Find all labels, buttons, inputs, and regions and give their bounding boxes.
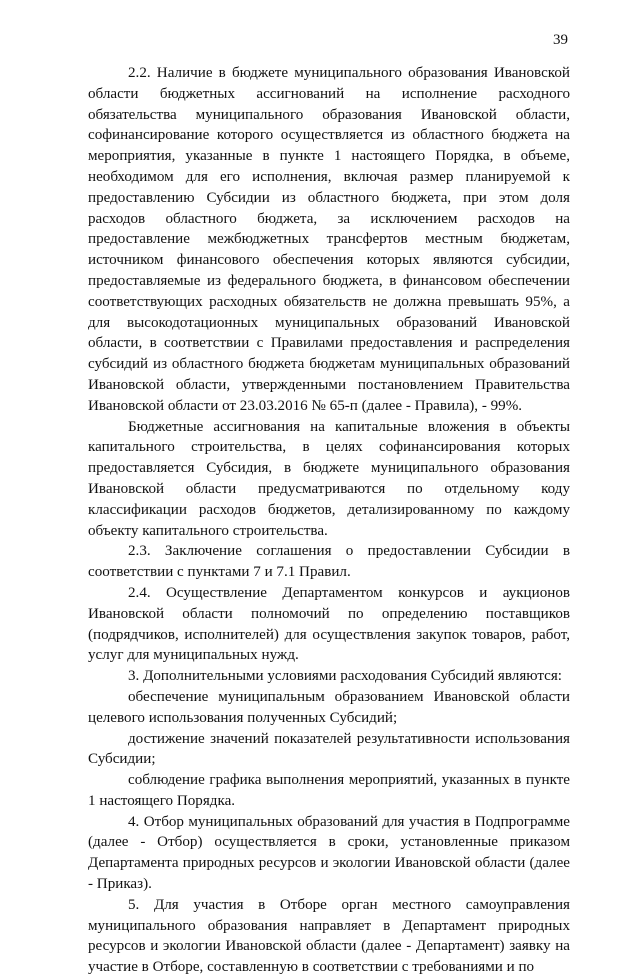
paragraph-5: 5. Для участия в Отборе орган местного самоуправления муниципального образования направляет в Департамент природных ресурсов и экологии Ивановской области (далее - Департамент) заявку на участие в Отборе, составленную в соответствии с требованиями и по [88,896,570,976]
paragraph-2-2: 2.2. Наличие в бюджете муниципального образования Ивановской области бюджетных ассигнований на исполнение расходного обязательства муниципального образования Ивановской области, софинансирование которого осуществляется из областного бюджета на мероприятия, указанные в пункте 1 настоящего Порядка, в объеме, необходимом для его исполнения, включая размер планируемой к предоставлению Субсидии из областного бюджета, при этом доля расходов областного бюджета, за исключением расходов на предоставление межбюджетных трансфертов местным бюджетам, источником финансового обеспечения которых являются субсидии, предоставляемые из федерального бюджета, в финансовом обеспечении соответствующих расходных обязательств не должна превышать 95%, а для высокодотационных муниципальных образований Ивановской области, в соответствии с Правилами предоставления и распределения субсидий из областного бюджета бюджетам муниципальных образований Ивановской области, утвержденными постановлением Правительства Ивановской области от 23.03.2016 № 65-п (далее - Правила), - 99%. [88,65,570,414]
document-body [88,63,570,978]
paragraph-condition-indicators: достижение значений показателей результативности использования Субсидии; [88,730,570,768]
paragraph-2-3: 2.3. Заключение соглашения о предоставлении Субсидии в соответствии с пунктами 7 и 7.1 Правил. [88,543,570,581]
page-number: 39 [553,32,568,48]
paragraph-3: 3. Дополнительными условиями расходования Субсидий являются: [128,668,562,685]
paragraph-4: 4. Отбор муниципальных образований для участия в Подпрограмме (далее - Отбор) осуществляется в сроки, установленные приказом Департамента природных ресурсов и экологии Ивановской области (далее - Приказ). [88,813,570,893]
paragraph-2-4: 2.4. Осуществление Департаментом конкурсов и аукционов Ивановской области полномочий по определению поставщиков (подрядчиков, исполнителей) для осуществления закупок товаров, работ, услуг для муниципальных нужд. [88,584,570,664]
paragraph-condition-target-use: обеспечение муниципальным образованием Ивановской области целевого использования полученных Субсидий; [88,688,570,726]
paragraph-budget-allocations: Бюджетные ассигнования на капитальные вложения в объекты капитального строительства, в целях софинансирования которых предоставляется Субсидия, в бюджете муниципального образования Ивановской области предусматриваются по отдельному коду классификации расходов бюджетов, детализированному по каждому объекту капитального строительства. [88,418,570,539]
paragraph-condition-schedule: соблюдение графика выполнения мероприятий, указанных в пункте 1 настоящего Порядка. [88,772,570,809]
